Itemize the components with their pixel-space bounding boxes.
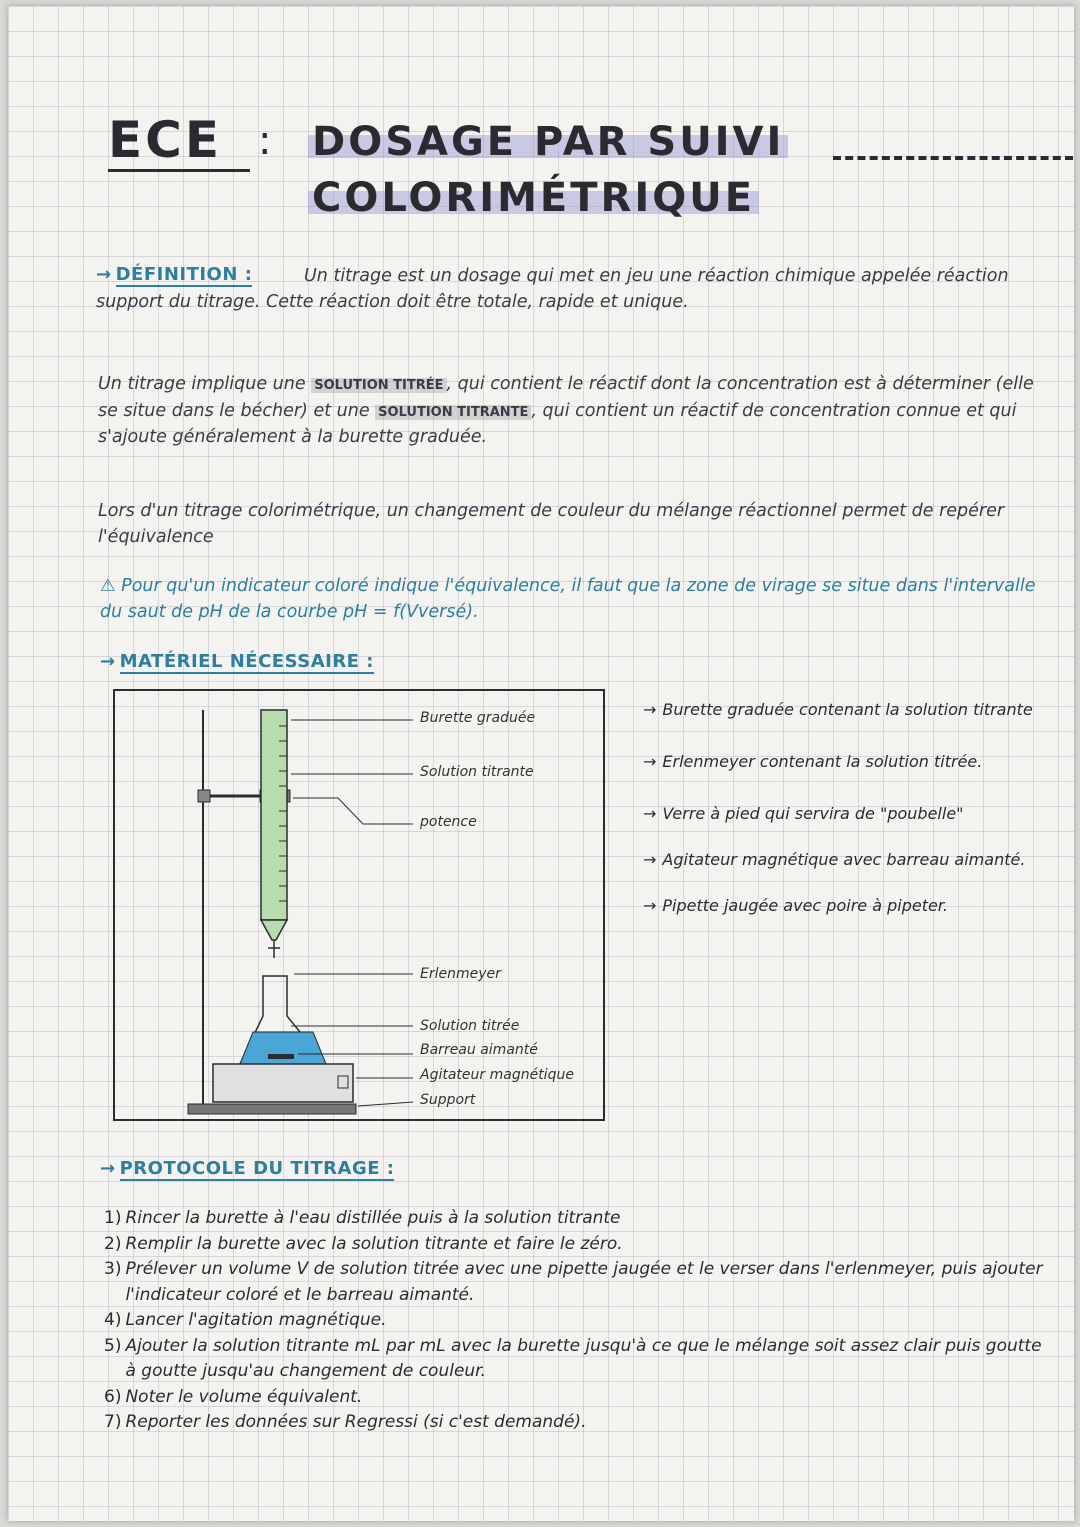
protocol-step: 3) Prélever un volume V de solution titrée avec une pipette jaugée et le verser dans l'erlenmeyer, puis ajouter l'indicateur coloré et le barreau aimanté. xyxy=(104,1259,1043,1305)
label-agitateur: Agitateur magnétique xyxy=(420,1067,574,1083)
titrage-paragraph: Un titrage implique une SOLUTION TITRÉE , qui contient le réactif dont la concentration est à déterminer (elle se situe dans le bécher) et une SOLUTION TITRANTE , qui contient un réactif de concentration connue et qui s'ajoute généralement à la burette graduée. xyxy=(98,374,1034,447)
title-separator: : xyxy=(258,118,272,164)
protocole-heading: → PROTOCOLE DU TITRAGE : xyxy=(100,1158,395,1179)
colorimetric-paragraph: Lors d'un titrage colorimétrique, un changement de couleur du mélange réactionnel permet de repérer l'équivalence xyxy=(98,501,1005,547)
materiel-heading: → MATÉRIEL NÉCESSAIRE : xyxy=(100,651,374,672)
label-support: Support xyxy=(420,1092,476,1108)
arrow-icon: → xyxy=(100,1158,116,1179)
solution-titree-liquid xyxy=(240,1032,326,1064)
clamp-knob xyxy=(198,790,210,802)
protocol-step: 7) Reporter les données sur Regressi (si c'est demandé). xyxy=(104,1412,587,1432)
title-line-1: DOSAGE PAR SUIVI xyxy=(308,119,788,165)
notebook-page xyxy=(8,6,1074,1521)
protocol-step: 4) Lancer l'agitation magnétique. xyxy=(104,1310,387,1330)
support-base xyxy=(188,1104,356,1114)
arrow-icon: → xyxy=(96,264,112,285)
warning-note: ⚠ Pour qu'un indicateur coloré indique l'équivalence, il faut que la zone de virage se situe dans l'intervalle du saut de pH de la courbe pH = f(Vversé). xyxy=(100,576,1036,622)
list-item: → Verre à pied qui servira de "poubelle" xyxy=(643,804,964,823)
solution-titrante-highlight: SOLUTION TITRANTE xyxy=(375,405,531,420)
protocol-step: 2) Remplir la burette avec la solution titrante et faire le zéro. xyxy=(104,1233,623,1254)
label-erlenmeyer: Erlenmeyer xyxy=(420,966,501,982)
burette-tip xyxy=(261,920,287,940)
title-dashes xyxy=(833,156,1073,160)
solution-titree-highlight: SOLUTION TITRÉE xyxy=(311,378,446,393)
definition-text: Un titrage est un dosage qui met en jeu une réaction chimique appelée réaction support du titrage. Cette réaction doit être totale, rapide et unique. xyxy=(96,266,1009,312)
label-solution-titree: Solution titrée xyxy=(420,1018,520,1034)
title-line-2: COLORIMÉTRIQUE xyxy=(308,175,759,221)
page-title xyxy=(308,114,788,226)
arrow-icon: → xyxy=(100,651,116,672)
list-item: → Erlenmeyer contenant la solution titrée. xyxy=(643,752,983,771)
definition-heading: → DÉFINITION : xyxy=(96,264,253,285)
list-item: → Agitateur magnétique avec barreau aimanté. xyxy=(643,850,1026,869)
magnetic-bar xyxy=(268,1054,294,1059)
label-barreau: Barreau aimanté xyxy=(420,1042,538,1058)
title-prefix: ECE xyxy=(108,111,223,169)
warning-icon: ⚠ xyxy=(100,576,116,596)
label-solution-titrante: Solution titrante xyxy=(420,764,534,780)
materiel-list xyxy=(643,698,1068,918)
protocole-steps xyxy=(104,1206,1054,1436)
list-item: → Burette graduée contenant la solution titrante xyxy=(643,700,1033,719)
protocol-step: 1) Rincer la burette à l'eau distillée puis à la solution titrante xyxy=(104,1208,621,1228)
protocol-step: 6) Noter le volume équivalent. xyxy=(104,1386,363,1407)
label-potence: potence xyxy=(420,814,477,830)
magnetic-stirrer xyxy=(213,1064,353,1102)
title-underline xyxy=(108,169,250,172)
label-burette: Burette graduée xyxy=(420,710,536,726)
titration-setup-diagram xyxy=(108,686,618,1136)
protocol-step: 5) Ajouter la solution titrante mL par mL avec la burette jusqu'à ce que le mélange soit assez clair puis goutte à goutte jusqu'au changement de couleur. xyxy=(104,1335,1042,1381)
list-item: → Pipette jaugée avec poire à pipeter. xyxy=(643,896,948,915)
